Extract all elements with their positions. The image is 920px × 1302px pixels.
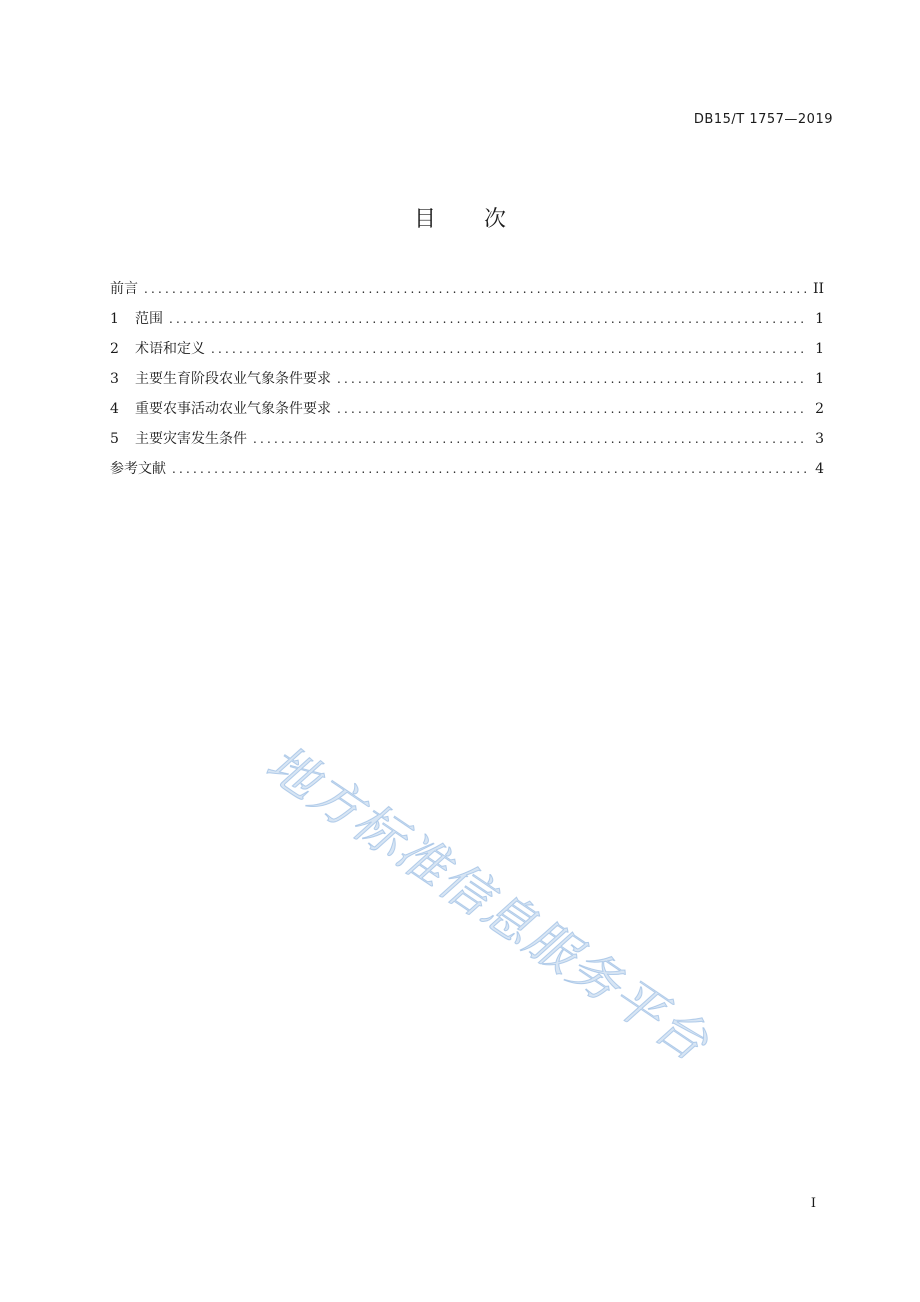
toc-entry-label: 术语和定义 — [135, 341, 205, 357]
toc-entry-number: 3 — [110, 371, 119, 387]
toc-entry-number: 2 — [110, 341, 119, 357]
toc-entry-terms[interactable] — [110, 339, 824, 369]
toc-leader-dots — [169, 309, 808, 329]
title-char-2: 次 — [484, 207, 507, 232]
toc-entry-references[interactable] — [110, 459, 824, 489]
page-title — [0, 202, 920, 233]
document-code: DB15/T 1757—2019 — [693, 112, 833, 127]
toc-entry-page: 1 — [815, 311, 824, 327]
toc-entry-page: 4 — [815, 461, 824, 477]
toc-entry-label: 重要农事活动农业气象条件要求 — [135, 401, 331, 417]
toc-leader-dots — [211, 339, 808, 359]
toc-entry-number: 4 — [110, 401, 119, 417]
toc-entry-page: II — [812, 281, 824, 297]
toc-entry-number: 5 — [110, 431, 119, 447]
table-of-contents — [110, 279, 824, 489]
toc-entry-farming-activities[interactable] — [110, 399, 824, 429]
toc-entry-page: 2 — [815, 401, 824, 417]
toc-leader-dots — [172, 459, 808, 479]
toc-leader-dots — [253, 429, 808, 449]
toc-entry-label: 前言 — [110, 281, 138, 297]
title-char-1: 目 — [413, 207, 436, 232]
toc-entry-label: 范围 — [135, 311, 163, 327]
page-number: I — [810, 1196, 816, 1211]
toc-entry-page: 1 — [815, 341, 824, 357]
toc-leader-dots — [337, 399, 808, 419]
toc-entry-growth-stages[interactable] — [110, 369, 824, 399]
toc-entry-scope[interactable] — [110, 309, 824, 339]
toc-leader-dots — [337, 369, 808, 389]
toc-entry-label: 主要灾害发生条件 — [135, 431, 247, 447]
toc-leader-dots — [144, 279, 807, 299]
toc-entry-label: 参考文献 — [110, 461, 166, 477]
toc-entry-page: 3 — [815, 431, 824, 447]
toc-entry-foreword[interactable] — [110, 279, 824, 309]
toc-entry-label: 主要生育阶段农业气象条件要求 — [135, 371, 331, 387]
toc-entry-page: 1 — [815, 371, 824, 387]
toc-entry-number: 1 — [110, 311, 119, 327]
toc-entry-disaster-conditions[interactable] — [110, 429, 824, 459]
watermark: 地方标准信息服务平台 — [255, 733, 720, 1073]
